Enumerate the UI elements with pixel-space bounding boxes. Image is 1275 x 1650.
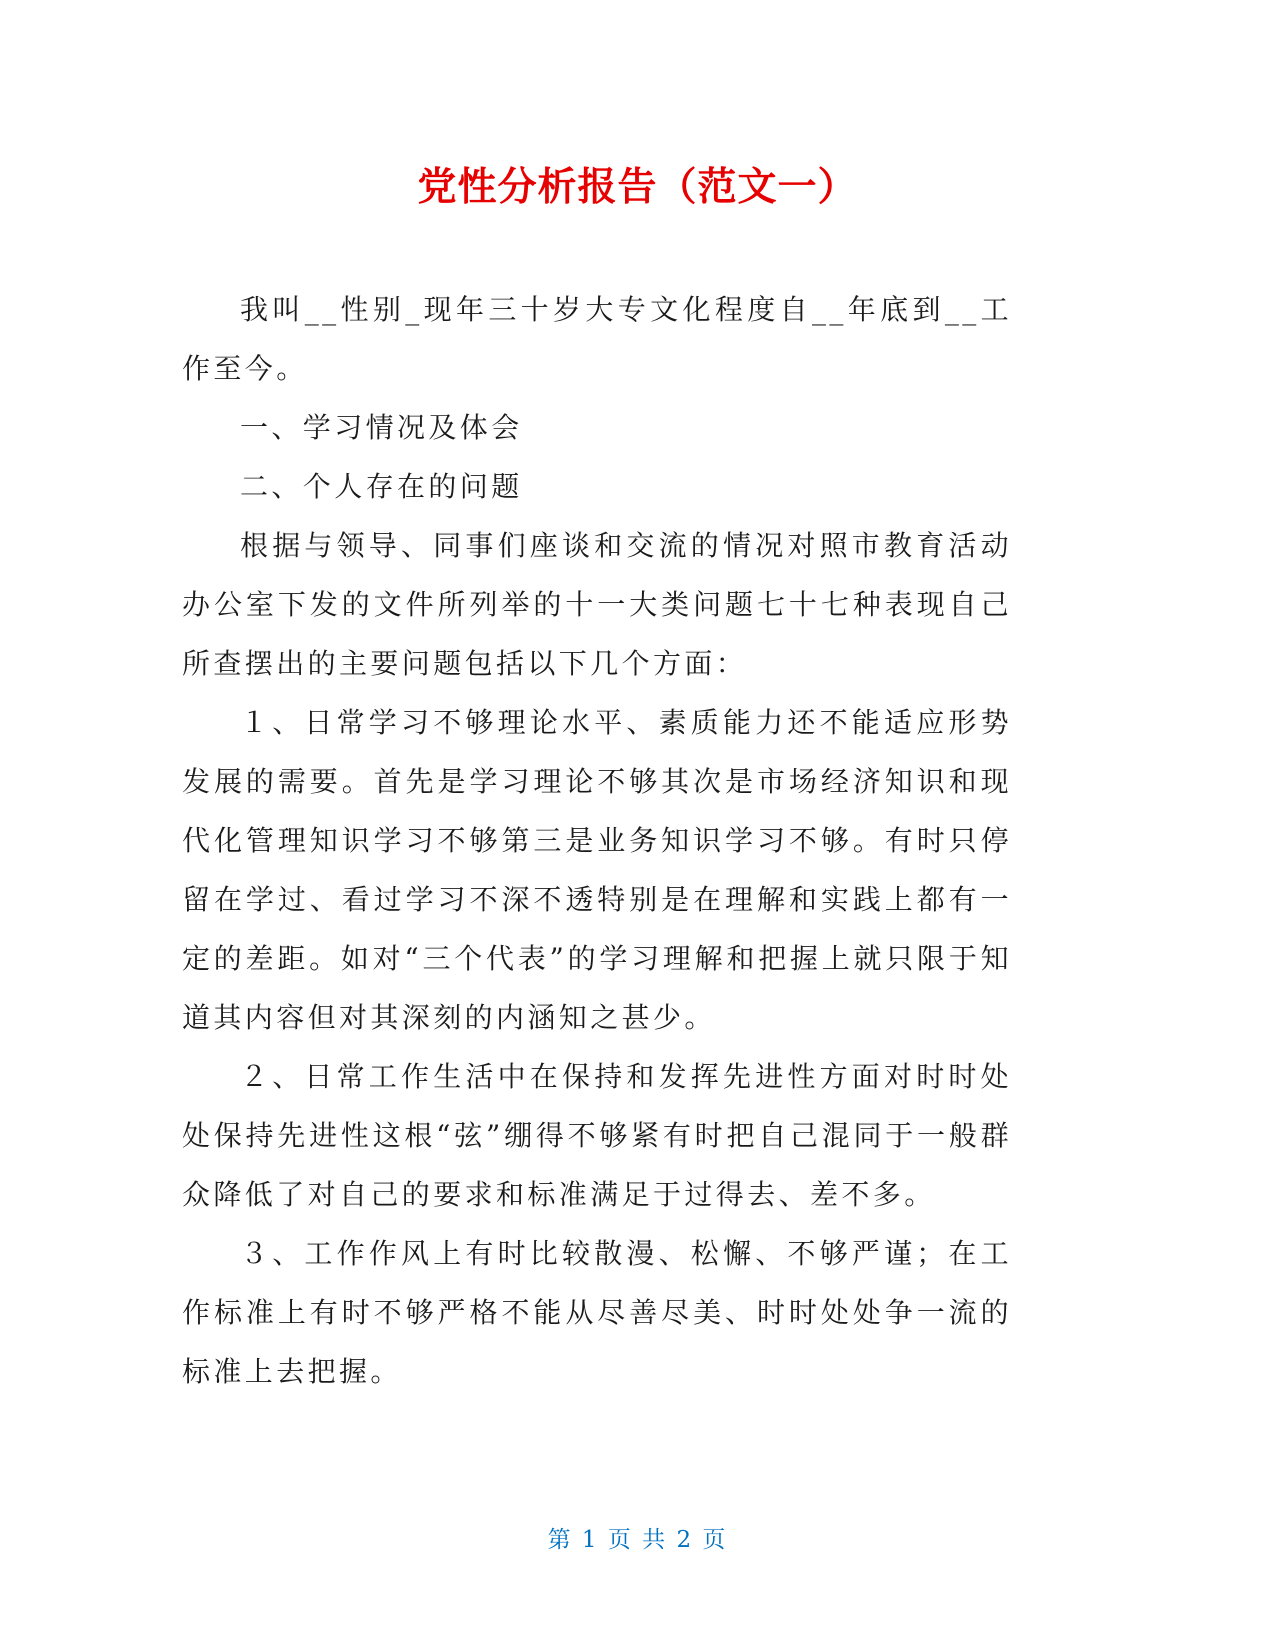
- heading-personal-problems: 二、个人存在的问题: [240, 470, 523, 503]
- paragraph-intro: 我叫__性别_现年三十岁大专文化程度自__年底到__工作至今。: [182, 293, 1012, 385]
- paragraph-problem-1: １、日常学习不够理论水平、素质能力还不能适应形势发展的需要。首先是学习理论不够其次是市场经济知识和现代化管理知识学习不够第三是业务知识学习不够。有时只停留在学过、看过学习不深不透特别是在理解和实践上都有一定的差距。如对“三个代表”的学习理解和把握上就只限于知道其内容但对其深刻的内涵知之甚少。: [182, 706, 1012, 1034]
- page-footer: [0, 1525, 1275, 1555]
- page-number-text: 第 1 页 共 2 页: [547, 1527, 728, 1553]
- paragraph-problem-3: ３、工作作风上有时比较散漫、松懈、不够严谨；在工作标准上有时不够严格不能从尽善尽美、时时处处争一流的标准上去把握。: [182, 1237, 1012, 1388]
- heading-study-situation: 一、学习情况及体会: [240, 411, 523, 444]
- paragraph-problem-2: ２、日常工作生活中在保持和发挥先进性方面对时时处处保持先进性这根“弦”绷得不够紧有时把自己混同于一般群众降低了对自己的要求和标准满足于过得去、差不多。: [182, 1060, 1012, 1211]
- paragraph-problems-overview: 根据与领导、同事们座谈和交流的情况对照市教育活动办公室下发的文件所列举的十一大类问题七十七种表现自己所查摆出的主要问题包括以下几个方面：: [182, 529, 1012, 680]
- document-body: [182, 280, 1012, 1401]
- document-title: 党性分析报告（范文一）: [417, 165, 858, 210]
